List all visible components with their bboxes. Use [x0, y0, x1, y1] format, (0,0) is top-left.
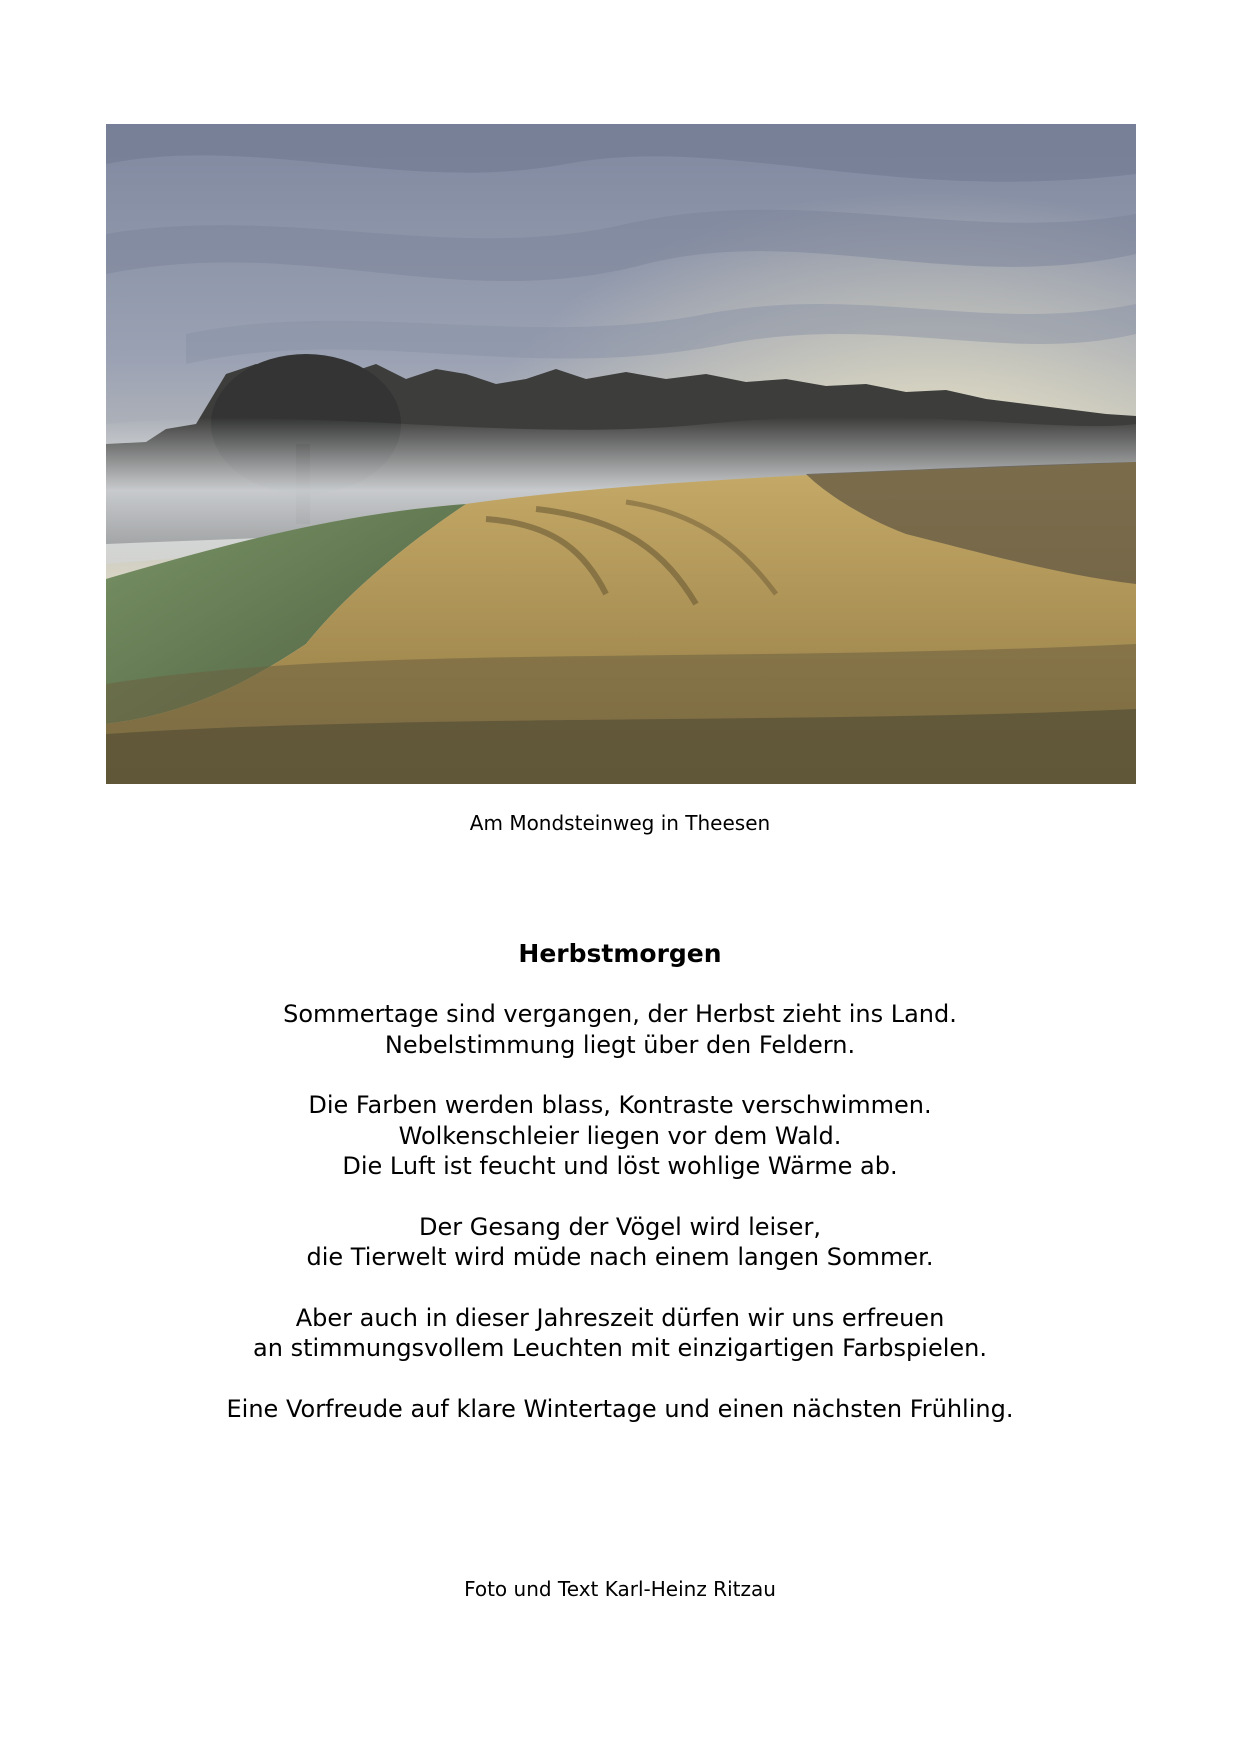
poem-line: Sommertage sind vergangen, der Herbst zieht ins Land. — [283, 1000, 957, 1028]
poem-line: die Tierwelt wird müde nach einem langen Sommer. — [306, 1243, 934, 1271]
poem-line: Aber auch in dieser Jahreszeit dürfen wir uns erfreuen — [295, 1303, 945, 1332]
poem-line: Die Luft ist feucht und löst wohlige Wärme ab. — [342, 1152, 898, 1180]
landscape-photo — [106, 124, 1136, 784]
poem-line: Die Farben werden blass, Kontraste verschwimmen. — [308, 1091, 932, 1119]
photo-caption: Am Mondsteinweg in Theesen — [469, 811, 771, 835]
author-credit: Foto und Text Karl-Heinz Ritzau — [464, 1577, 776, 1601]
poem-line: Der Gesang der Vögel wird leiser, — [419, 1212, 821, 1241]
poem-stanza — [0, 1212, 1240, 1273]
poem-line: Nebelstimmung liegt über den Feldern. — [384, 1030, 856, 1059]
poem-stanza — [0, 1090, 1240, 1182]
poem-title: Herbstmorgen — [518, 939, 722, 968]
poem-body — [0, 999, 1240, 1424]
poem-line: an stimmungsvollem Leuchten mit einzigartigen Farbspielen. — [253, 1334, 987, 1362]
poem-line: Eine Vorfreude auf klare Wintertage und einen nächsten Frühling. — [226, 1394, 1014, 1423]
poem-stanza — [0, 1303, 1240, 1364]
poem-stanza — [0, 999, 1240, 1060]
poem-line: Wolkenschleier liegen vor dem Wald. — [398, 1121, 842, 1150]
poem-stanza — [0, 1394, 1240, 1425]
